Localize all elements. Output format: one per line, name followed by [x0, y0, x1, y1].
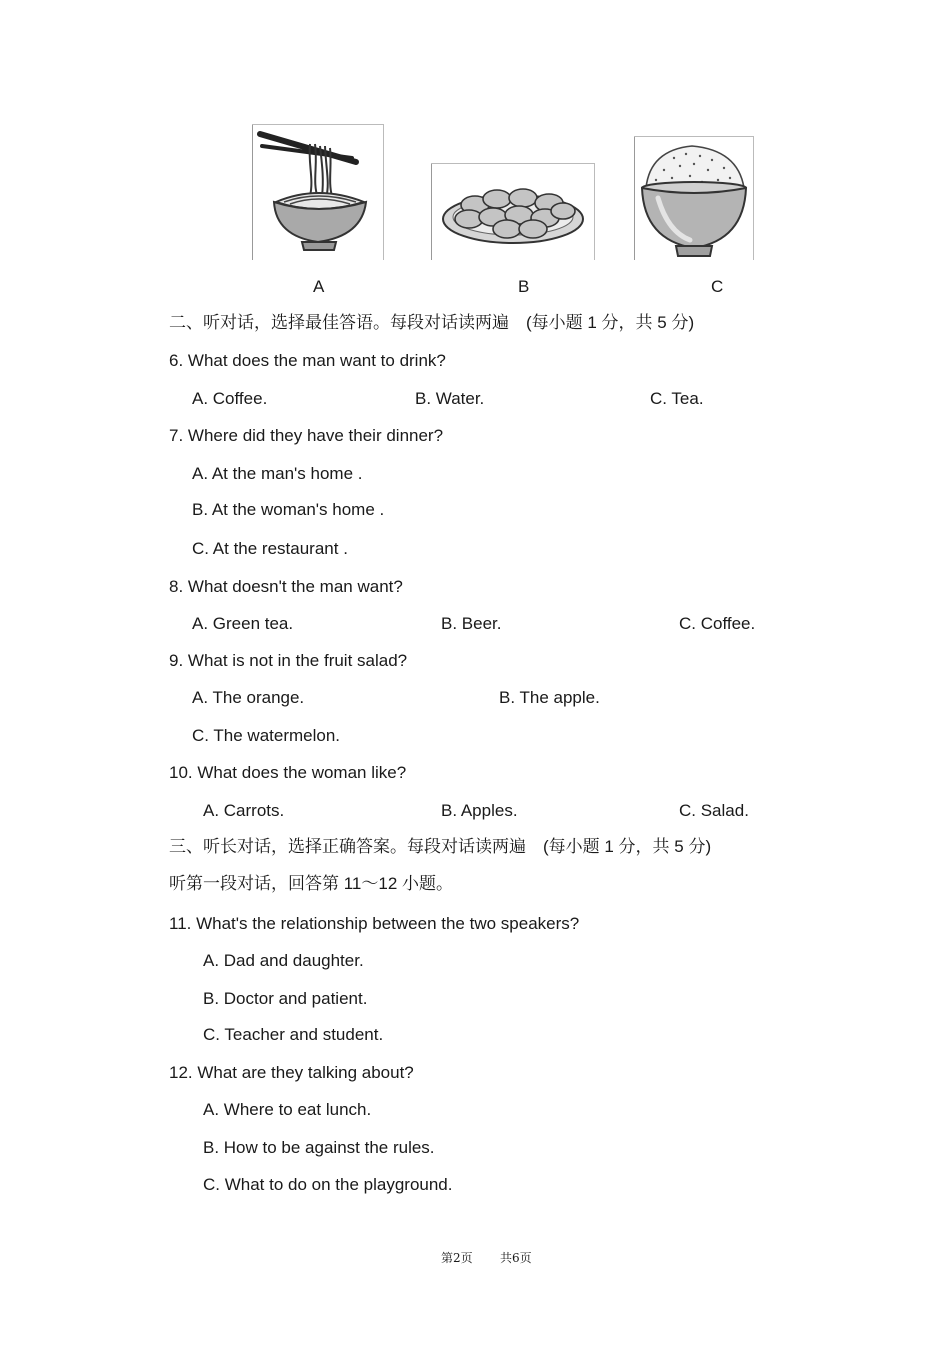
dumpling-plate-icon: [431, 163, 595, 260]
option-a: A. Dad and daughter.: [203, 951, 364, 970]
option-b: B. Doctor and patient.: [203, 989, 368, 1008]
rice-bowl-icon: [634, 136, 754, 260]
question-stem: 11. What's the relationship between the two speakers?: [169, 914, 580, 933]
section-heading: 三、听长对话，选择正确答案。每段对话读两遍 (每小题 1 分，共 5 分): [169, 837, 712, 856]
option-c: C. Salad.: [679, 801, 749, 820]
option-c: C. Teacher and student.: [203, 1025, 384, 1044]
noodle-bowl-icon: [252, 124, 384, 260]
picture-label-c: C: [711, 277, 724, 296]
option-a: A. Green tea.: [192, 614, 294, 633]
option-a: A. At the man's home .: [192, 464, 363, 483]
question-stem: 7. Where did they have their dinner?: [169, 426, 444, 445]
option-c: C. What to do on the playground.: [203, 1175, 453, 1194]
question-stem: 6. What does the man want to drink?: [169, 351, 446, 370]
option-a: A. The orange.: [192, 688, 305, 707]
option-b: B. Beer.: [441, 614, 502, 633]
option-a: A. Coffee.: [192, 389, 268, 408]
picture-label-b: B: [518, 277, 530, 296]
question-stem: 8. What doesn't the man want?: [169, 577, 403, 596]
option-b: B. The apple.: [499, 688, 600, 707]
option-c: C. At the restaurant .: [192, 539, 348, 558]
question-stem: 10. What does the woman like?: [169, 763, 407, 782]
section-heading: 二、听对话，选择最佳答语。每段对话读两遍 (每小题 1 分，共 5 分): [169, 313, 695, 332]
question-stem: 9. What is not in the fruit salad?: [169, 651, 408, 670]
section-subheading: 听第一段对话，回答第 11～12 小题。: [169, 874, 454, 893]
page-total: 共6页: [500, 1251, 532, 1265]
option-c: C. The watermelon.: [192, 726, 341, 745]
option-b: B. Water.: [415, 389, 485, 408]
option-c: C. Coffee.: [679, 614, 756, 633]
option-b: B. How to be against the rules.: [203, 1138, 435, 1157]
option-c: C. Tea.: [650, 389, 704, 408]
page-number: 第2页: [441, 1251, 473, 1265]
option-a: A. Carrots.: [203, 801, 285, 820]
option-b: B. At the woman's home .: [192, 500, 385, 519]
option-a: A. Where to eat lunch.: [203, 1100, 372, 1119]
picture-label-a: A: [313, 277, 325, 296]
option-b: B. Apples.: [441, 801, 518, 820]
question-stem: 12. What are they talking about?: [169, 1063, 414, 1082]
